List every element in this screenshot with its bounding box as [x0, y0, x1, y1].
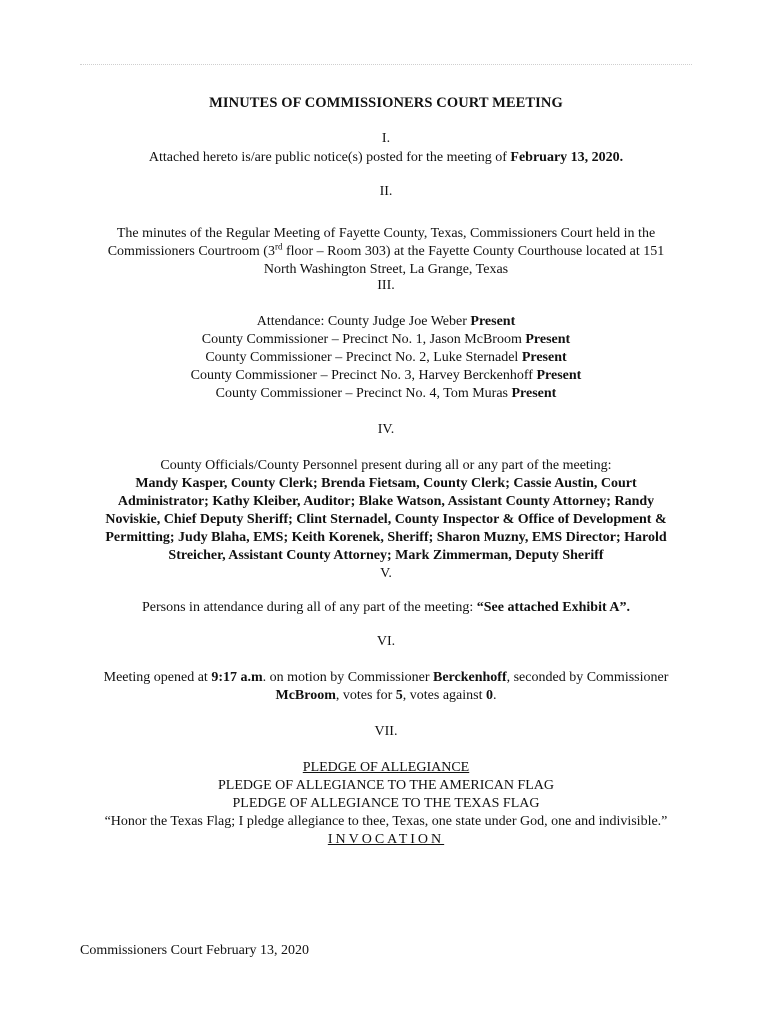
pledge-american-flag: PLEDGE OF ALLEGIANCE TO THE AMERICAN FLAG — [217, 778, 554, 793]
meeting-opened-paragraph — [78, 669, 694, 705]
attendance-label: County Commissioner – Precinct No. 1, Jason McBroom — [201, 332, 526, 347]
votes-for: 5 — [395, 688, 403, 703]
public-notice-line — [80, 149, 692, 167]
officials-intro: County Officials/County Personnel present during all or any part of the meeting: — [160, 458, 612, 473]
section-number-VI: VI. — [376, 634, 396, 649]
attendance-label: County Commissioner – Precinct No. 2, Luke Sternadel — [205, 350, 522, 365]
pledge-section — [78, 759, 694, 849]
section-number-V: V. — [380, 566, 392, 581]
second-commissioner: McBroom — [275, 688, 336, 703]
attendance-label: County Commissioner – Precinct No. 4, Tom Muras — [215, 386, 512, 401]
section-number-II: II. — [379, 184, 393, 199]
pledge-texas-flag: PLEDGE OF ALLEGIANCE TO THE TEXAS FLAG — [232, 796, 540, 811]
opened-text: . on motion by Commissioner — [262, 670, 433, 685]
opened-text: , seconded by Commissioner — [506, 670, 669, 685]
officials-line: Mandy Kasper, County Clerk; Brenda Fietsam, County Clerk; Cassie Austin, Court — [135, 476, 637, 491]
opened-text: , votes for — [335, 688, 396, 703]
exhibit-reference: “See attached Exhibit A”. — [476, 600, 630, 615]
opened-text: , votes against — [402, 688, 486, 703]
top-dotted-rule — [80, 64, 692, 65]
ordinal-superscript: rd — [274, 241, 283, 252]
minutes-line-2-end: floor – Room 303) at the Fayette County Courthouse located at 151 — [282, 244, 665, 259]
pledge-heading: PLEDGE OF ALLEGIANCE — [302, 760, 470, 775]
officials-line: Noviskie, Chief Deputy Sheriff; Clint Sternadel, County Inspector & Office of Development & — [105, 512, 667, 527]
officials-line: Streicher, Assistant County Attorney; Mark Zimmerman, Deputy Sheriff — [168, 548, 604, 563]
motion-commissioner: Berckenhoff — [432, 670, 507, 685]
attendance-status: Present — [511, 386, 557, 401]
notice-text: Attached hereto is/are public notice(s) posted for the meeting of — [148, 150, 511, 165]
attendance-row — [80, 349, 692, 367]
officials-list — [76, 475, 696, 565]
opened-line-2 — [78, 687, 694, 705]
attendance-list — [80, 313, 692, 403]
opened-text: . — [493, 688, 497, 703]
minutes-paragraph — [80, 225, 692, 279]
attendance-status: Present — [536, 368, 582, 383]
minutes-line-2 — [80, 243, 692, 261]
minutes-line-2-start: Commissioners Courtroom (3 — [107, 244, 275, 259]
minutes-line-1: The minutes of the Regular Meeting of Fayette County, Texas, Commissioners Court held in the — [116, 226, 656, 241]
opened-text: Meeting opened at — [103, 670, 212, 685]
attendance-row — [80, 385, 692, 403]
honor-texas-flag: “Honor the Texas Flag; I pledge allegiance to thee, Texas, one state under God, one and indivisible.” — [104, 814, 668, 829]
minutes-line-3: North Washington Street, La Grange, Texas — [263, 262, 509, 277]
invocation-heading: INVOCATION — [327, 832, 445, 847]
attendance-status: Present — [525, 332, 571, 347]
opened-line-1 — [78, 669, 694, 687]
persons-text: Persons in attendance during all of any part of the meeting: — [142, 600, 477, 615]
document-title: MINUTES OF COMMISSIONERS COURT MEETING — [209, 95, 563, 111]
section-number-VII: VII. — [374, 724, 398, 739]
officials-line: Permitting; Judy Blaha, EMS; Keith Korenek, Sheriff; Sharon Muzny, EMS Director; Harold — [105, 530, 667, 545]
attendance-label: Attendance: County Judge Joe Weber — [256, 314, 471, 329]
attendance-row — [80, 313, 692, 331]
attendance-status: Present — [521, 350, 567, 365]
attendance-label: County Commissioner – Precinct No. 3, Harvey Berckenhoff — [190, 368, 537, 383]
notice-date: February 13, 2020. — [510, 150, 624, 165]
votes-against: 0 — [486, 688, 493, 703]
attendance-row — [80, 367, 692, 385]
officials-line: Administrator; Kathy Kleiber, Auditor; Blake Watson, Assistant County Attorney; Randy — [117, 494, 655, 509]
attendance-status: Present — [470, 314, 516, 329]
page-footer: Commissioners Court February 13, 2020 — [80, 943, 310, 958]
persons-in-attendance — [80, 599, 692, 617]
section-number-III: III. — [377, 278, 395, 293]
opening-time: 9:17 a.m — [211, 670, 263, 685]
section-number-IV: IV. — [377, 422, 395, 437]
section-number-I: I. — [381, 131, 391, 146]
attendance-row — [80, 331, 692, 349]
